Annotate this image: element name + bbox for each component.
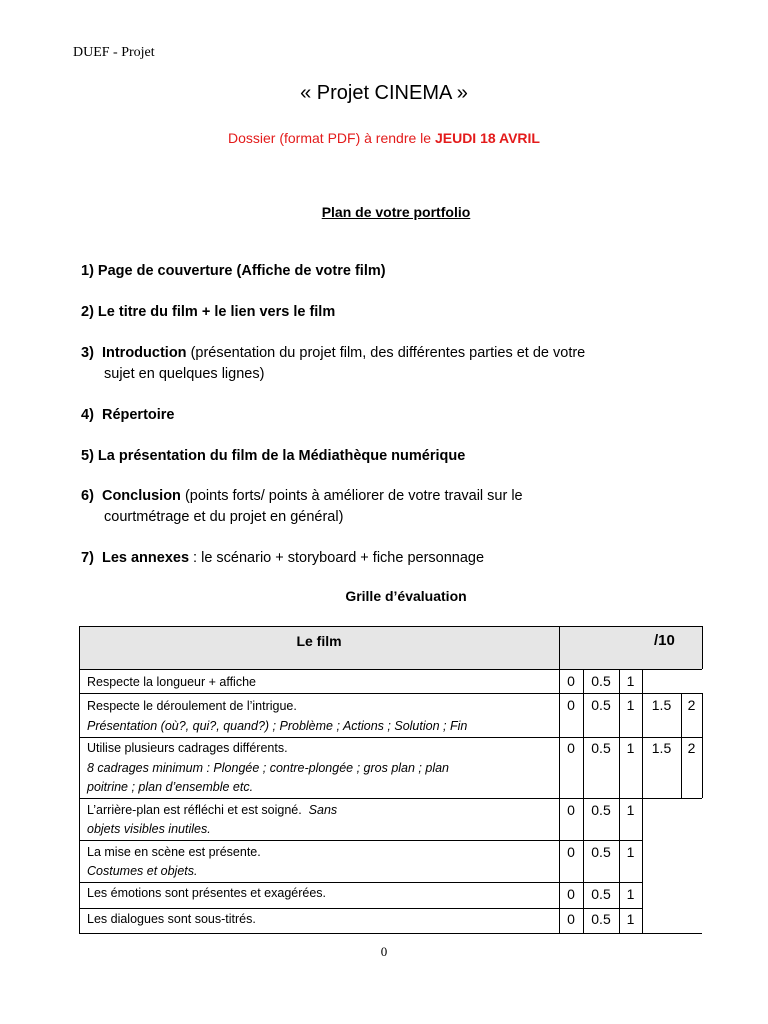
table-header-label: Le film [296,633,342,649]
row-3-detail-2-text: poitrine ; plan d’ensemble etc. [87,780,254,794]
row-3-score-1: 1 [626,740,635,756]
row-4-score-0-5: 0.5 [591,802,611,818]
plan-item-number: 4) [81,407,94,423]
row-3-detail [87,758,449,778]
row-4-criterion-italic: Sans [308,803,338,817]
plan-heading: Plan de votre portfolio [321,204,471,220]
plan-item-text: (points forts/ points à améliorer de votre travail sur le [180,488,523,504]
row-3-detail-text: 8 cadrages minimum : Plongée ; contre-plongée ; gros plan ; plan [87,761,450,775]
plan-item-5 [81,446,465,467]
row-2-score-0: 0 [567,697,575,713]
row-7-score-0-5: 0.5 [591,911,611,927]
table-border [79,626,80,933]
table-border [79,626,702,627]
row-2-score-2: 2 [687,697,696,713]
plan-item-bold: 5) La présentation du film de la Médiathèque numérique [81,448,466,464]
plan-item-continuation: courtmétrage et du projet en général) [104,509,344,525]
row-2-detail-text: Présentation (où?, qui?, quand?) ; Problème ; Actions ; Solution ; Fin [87,719,468,733]
evaluation-table [79,626,702,934]
table-border [79,669,702,670]
plan-item-text: (présentation du projet film, des différentes parties et de votre [186,345,586,361]
row-2-score-1-5: 1.5 [651,697,672,713]
row-6-score-0-5: 0.5 [591,886,611,902]
row-1-score-1: 1 [626,673,635,689]
row-6-score-0: 0 [567,886,575,902]
row-1-score-0-5: 0.5 [591,673,611,689]
row-5-score-0: 0 [567,844,575,860]
plan-item-4 [81,405,175,426]
row-1-score-0: 0 [567,673,575,689]
plan-item-bold: Répertoire [101,407,175,423]
plan-item-bold: Conclusion [101,488,181,504]
row-2-criterion: Respecte le déroulement de l’intrigue. [87,699,297,713]
row-7-score-1: 1 [626,911,635,927]
table-border [702,693,703,798]
row-4-criterion-text: L’arrière-plan est réfléchi et est soigné. [87,803,302,817]
page-title: « Projet CINEMA » [300,82,468,104]
table-border [702,626,703,669]
row-4-detail-text: objets visibles inutiles. [87,822,211,836]
grid-heading: Grille d’évaluation [345,588,467,604]
plan-item-2 [81,302,335,323]
table-border [79,840,642,841]
row-3-score-0: 0 [567,740,575,756]
row-5-score-0-5: 0.5 [591,844,611,860]
row-4-criterion [87,800,337,820]
row-4-score-0: 0 [567,802,575,818]
plan-item-bold: Les annexes [101,550,190,566]
row-5-criterion: La mise en scène est présente. [87,845,261,859]
plan-item-bold: 1) Page de couverture (Affiche de votre film) [81,263,386,279]
deadline-date: JEUDI 18 AVRIL [434,130,540,146]
row-5-score-1: 1 [626,844,635,860]
plan-item-number: 3) [81,345,94,361]
table-border [79,693,702,694]
row-2-detail [87,716,467,736]
row-1-criterion: Respecte la longueur + affiche [87,675,256,689]
plan-item-3 [81,343,585,385]
row-3-score-2: 2 [687,740,696,756]
table-border [79,933,702,934]
plan-item-number: 6) [81,488,94,504]
plan-item-7 [81,548,484,569]
row-2-score-0-5: 0.5 [591,697,611,713]
row-5-detail-text: Costumes et objets. [87,864,198,878]
page-number: 0 [380,944,388,959]
document-header: DUEF - Projet [73,45,155,60]
deadline-prefix: Dossier (format PDF) à rendre le [228,130,435,146]
row-4-score-1: 1 [626,802,635,818]
row-3-detail-2 [87,777,253,797]
row-3-score-0-5: 0.5 [591,740,611,756]
row-7-criterion: Les dialogues sont sous-titrés. [87,912,256,926]
table-header-score: /10 [654,632,675,649]
table-border [79,798,702,799]
plan-item-bold: Introduction [101,345,187,361]
row-3-score-1-5: 1.5 [651,740,672,756]
plan-item-bold: 2) Le titre du film + le lien vers le film [81,304,336,320]
row-5-detail [87,861,197,881]
row-6-criterion: Les émotions sont présentes et exagérées. [87,886,327,900]
row-3-criterion: Utilise plusieurs cadrages différents. [87,741,288,755]
row-4-detail [87,819,211,839]
row-6-score-1: 1 [626,886,635,902]
plan-item-text: : le scénario + storyboard + fiche personnage [189,550,485,566]
deadline-subtitle [0,130,768,146]
plan-item-continuation: sujet en quelques lignes) [104,366,265,382]
plan-item-6 [81,486,523,528]
plan-item-number: 7) [81,550,94,566]
plan-item-1 [81,261,386,282]
row-2-score-1: 1 [626,697,635,713]
row-7-score-0: 0 [567,911,575,927]
